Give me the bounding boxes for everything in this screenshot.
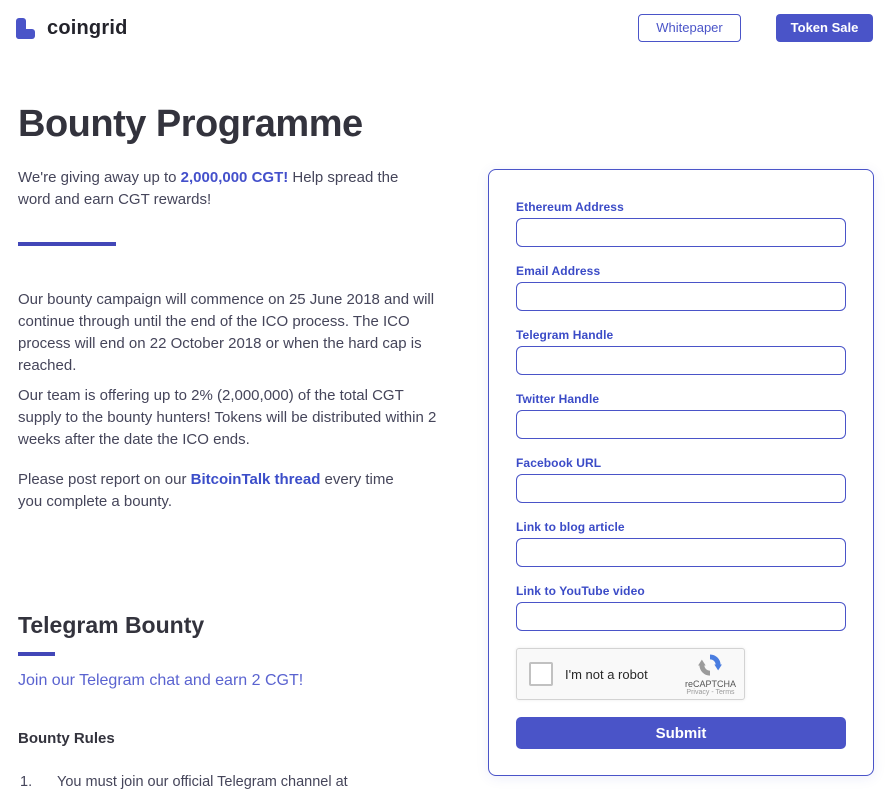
intro-text [18, 167, 416, 211]
twitter-handle-label: Twitter Handle [516, 392, 600, 406]
recaptcha-label: I'm not a robot [565, 666, 648, 682]
recaptcha-widget [516, 648, 745, 700]
facebook-url-input[interactable] [516, 474, 846, 503]
recaptcha-link-separator: - [709, 689, 716, 696]
twitter-handle-input[interactable] [516, 410, 846, 439]
bounty-rules-title: Bounty Rules [18, 730, 115, 747]
field-telegram-handle [516, 328, 846, 375]
p3-prefix: Please post report on our [18, 471, 191, 488]
recaptcha-checkbox[interactable] [529, 662, 553, 686]
section-divider [18, 242, 116, 246]
youtube-video-link-input[interactable] [516, 602, 846, 631]
recaptcha-icon [697, 652, 723, 678]
field-twitter-handle [516, 392, 846, 439]
paragraph-supply-offer: Our team is offering up to 2% (2,000,000) of the total CGT supply to the bounty hunters! Tokens will be distributed within 2 weeks after the date the ICO ends. [18, 387, 437, 448]
field-email-address [516, 264, 846, 311]
p3-suffix: every time you complete a bounty. [18, 471, 394, 510]
recaptcha-logo-block [685, 652, 736, 696]
telegram-bounty-title: Telegram Bounty [18, 612, 205, 638]
bounty-rule-item [20, 772, 450, 792]
telegram-handle-label: Telegram Handle [516, 328, 614, 342]
youtube-video-link-label: Link to YouTube video [516, 584, 645, 598]
bounty-form-card [488, 169, 874, 776]
recaptcha-brand-text: reCAPTCHA [684, 679, 736, 689]
field-youtube-video-link [516, 584, 846, 631]
coingrid-logo-icon [16, 18, 37, 39]
field-blog-article-link [516, 520, 846, 567]
intro-suffix: Help spread the word and earn CGT rewards! [18, 169, 399, 208]
logo[interactable] [16, 17, 128, 40]
intro-prefix: We're giving away up to [18, 169, 181, 186]
facebook-url-label: Facebook URL [516, 456, 602, 470]
bitcointalk-thread-link[interactable]: BitcoinTalk thread [190, 471, 321, 488]
ethereum-address-input[interactable] [516, 218, 846, 247]
telegram-divider [18, 652, 55, 656]
whitepaper-button[interactable]: Whitepaper [638, 14, 741, 42]
rule-text: You must join our official Telegram channel at [57, 774, 348, 790]
blog-article-link-label: Link to blog article [516, 520, 625, 534]
email-address-label: Email Address [516, 264, 601, 278]
recaptcha-terms-link[interactable]: Terms [715, 689, 735, 696]
telegram-chat-link[interactable]: Join our Telegram chat and earn 2 CGT! [18, 672, 304, 689]
ethereum-address-label: Ethereum Address [516, 200, 624, 214]
page-title: Bounty Programme [18, 103, 363, 145]
field-facebook-url [516, 456, 846, 503]
telegram-handle-input[interactable] [516, 346, 846, 375]
rule-number: 1. [20, 774, 33, 790]
paragraph-bitcointalk [18, 469, 420, 513]
intro-highlight: 2,000,000 CGT! [180, 169, 289, 186]
field-ethereum-address [516, 200, 846, 247]
email-address-input[interactable] [516, 282, 846, 311]
submit-button[interactable]: Submit [516, 717, 846, 749]
recaptcha-privacy-link[interactable]: Privacy [686, 689, 710, 696]
brand-name: coingrid [47, 17, 128, 39]
blog-article-link-input[interactable] [516, 538, 846, 567]
paragraph-campaign-dates: Our bounty campaign will commence on 25 June 2018 and will continue through until the end of the ICO process. The ICO process will end on 22 October 2018 or when the hard cap is reached. [18, 291, 435, 374]
recaptcha-links [686, 689, 734, 696]
token-sale-button[interactable]: Token Sale [776, 14, 873, 42]
